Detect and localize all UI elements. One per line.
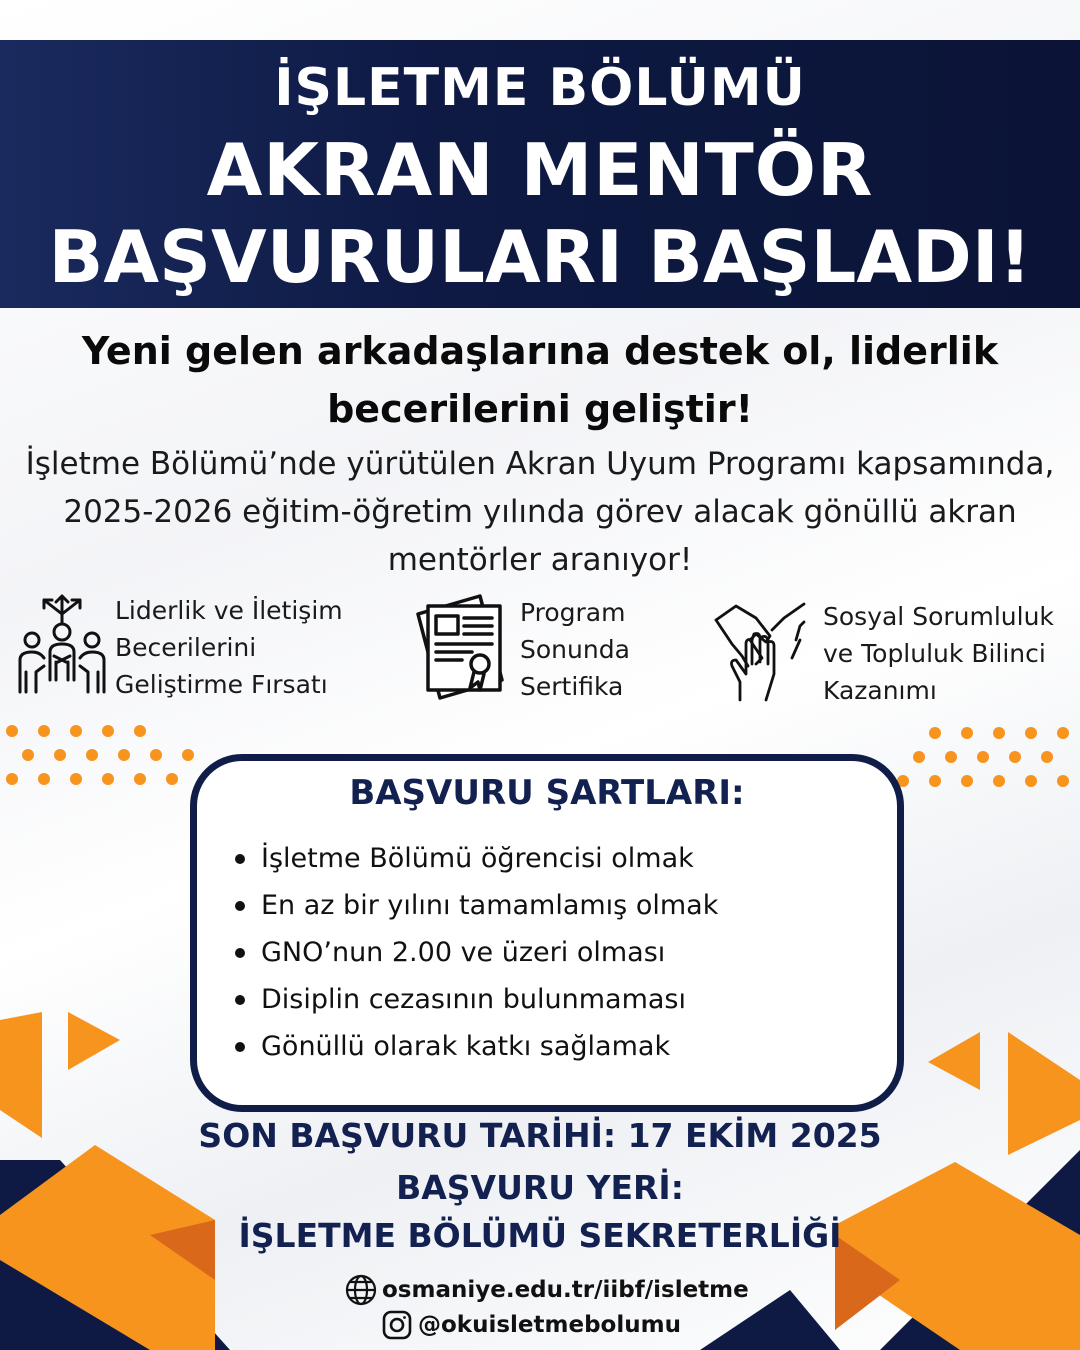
application-deadline: SON BAŞVURU TARİHİ: 17 EKİM 2025	[198, 1116, 882, 1155]
certificate-icon	[410, 592, 510, 702]
bullet-icon	[235, 995, 245, 1005]
bullet-icon	[235, 854, 245, 864]
requirement-text: İşletme Bölümü öğrencisi olmak	[261, 843, 694, 874]
feature-leadership-text: Liderlik ve İletişim Becerilerini Geliştirme Fırsatı	[115, 596, 343, 699]
header-title-line2: BAŞVURULARI BAŞLADI!	[48, 215, 1032, 299]
list-item	[235, 882, 877, 929]
helping-hands-icon	[712, 600, 812, 702]
header-title-line1: AKRAN MENTÖR	[206, 128, 874, 212]
instagram-link[interactable]	[380, 1308, 681, 1342]
bullet-icon	[235, 1042, 245, 1052]
bullet-icon	[235, 901, 245, 911]
subtitle: Yeni gelen arkadaşlarına destek ol, liderlik becerilerini geliştir!	[81, 329, 999, 431]
requirement-text: GNO’nun 2.00 ve üzeri olması	[261, 937, 666, 968]
bullet-icon	[235, 948, 245, 958]
feature-social-responsibility-text: Sosyal Sorumluluk ve Topluluk Bilinci Kazanımı	[823, 602, 1054, 705]
list-item	[235, 929, 877, 976]
header-banner	[0, 40, 1080, 308]
website-text[interactable]: osmaniye.edu.tr/iibf/isletme	[382, 1277, 749, 1303]
requirement-text: En az bir yılını tamamlamış olmak	[261, 890, 719, 921]
dot-pattern-right	[897, 727, 1069, 787]
feature-social-responsibility	[712, 592, 1080, 705]
feature-certificate-text: Program Sonunda Sertifika	[520, 598, 630, 701]
description: İşletme Bölümü’nde yürütülen Akran Uyum Programı kapsamında, 2025-2026 eğitim-öğretim yılında görev alacak gönüllü akran mentörler aranıyor!	[25, 446, 1055, 578]
requirements-box	[190, 754, 904, 1112]
globe-icon	[344, 1273, 378, 1307]
feature-certificate	[410, 592, 670, 702]
requirements-title: BAŞVURU ŞARTLARI:	[349, 773, 745, 813]
application-place-label: BAŞVURU YERİ:	[396, 1168, 684, 1207]
requirements-list	[235, 835, 877, 1070]
dot-pattern-left	[6, 725, 194, 785]
website-link[interactable]	[344, 1273, 749, 1307]
list-item	[235, 835, 877, 882]
requirement-text: Disiplin cezasının bulunmaması	[261, 984, 686, 1015]
instagram-text[interactable]: @okuisletmebolumu	[418, 1312, 681, 1338]
header-department: İŞLETME BÖLÜMÜ	[274, 58, 806, 118]
list-item	[235, 1023, 877, 1070]
leadership-team-icon	[14, 592, 110, 698]
list-item	[235, 976, 877, 1023]
application-place: İŞLETME BÖLÜMÜ SEKRETERLİĞİ	[238, 1216, 842, 1255]
requirement-text: Gönüllü olarak katkı sağlamak	[261, 1031, 671, 1062]
feature-leadership	[14, 592, 374, 702]
instagram-icon	[380, 1308, 414, 1342]
